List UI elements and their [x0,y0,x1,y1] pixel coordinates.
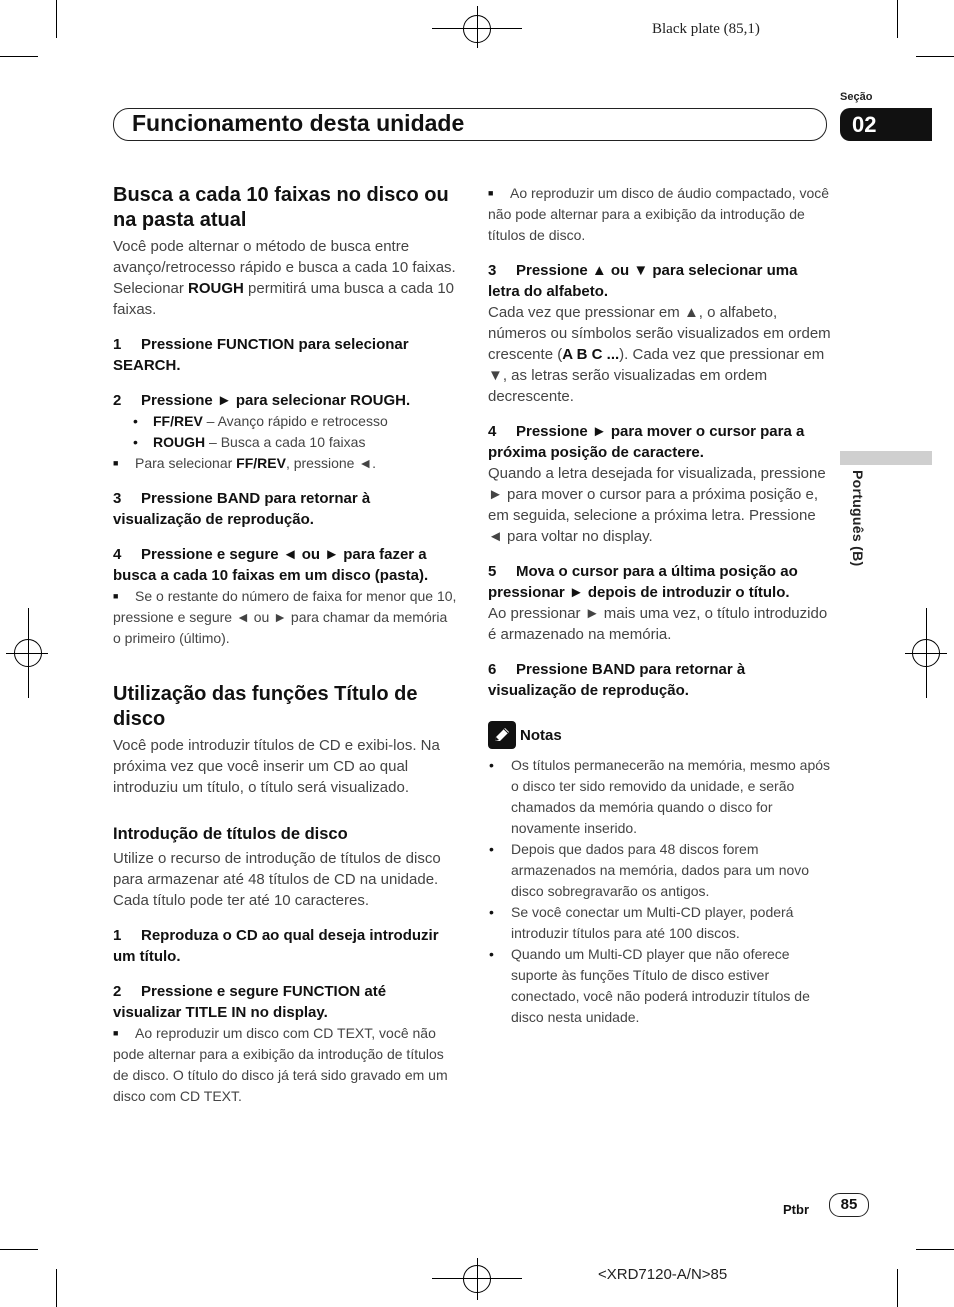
left-column [113,183,458,1107]
text: – Avanço rápido e retrocesso [202,413,388,429]
text: Ao reproduzir um disco com CD TEXT, você não pode alternar para a exibição da introdução de títulos de disco. O título do disco já terá sido gravado em um disco com CD TEXT. [113,1025,448,1104]
paragraph [488,302,833,407]
crop-mark [56,0,57,38]
note-item: • Os títulos permanecerão na memória, mesmo após o disco ter sido removido da unidade, e serão chamados da memória quando o disco for novamente inserido. [488,755,833,839]
step-text: Pressione FUNCTION para selecionar SEARCH. [113,336,409,374]
section-label: Seção [840,91,873,103]
step-number: 2 [113,392,122,409]
step-number: 2 [113,983,122,1000]
bullet-item [113,432,458,453]
step-number: 4 [113,546,122,563]
section-number-tab: 02 [840,108,932,141]
crop-mark [916,56,954,57]
bold-text: ROUGH [153,434,206,450]
step-number: 3 [488,262,497,279]
step-number: 6 [488,661,497,678]
step-text: Pressione ▲ ou ▼ para selecionar uma letra do alfabeto. [488,262,798,300]
step-text: Reproduza o CD ao qual deseja introduzir um título. [113,927,439,965]
step [488,561,833,603]
note-item: • Se você conectar um Multi-CD player, poderá introduzir títulos para até 100 discos. [488,902,833,944]
text: Se o restante do número de faixa for menor que 10, pressione e segure ◄ ou ► para chamar da memória o primeiro (último). [113,588,457,646]
square-bullet-icon: ■ [113,591,119,601]
square-bullet-icon: ■ [113,458,119,468]
square-bullet-item [113,453,458,474]
text: ). Cada vez que pressionar em ▼, as letras serão visualizadas em ordem decrescente. [488,346,825,405]
paragraph: Ao pressionar ► mais uma vez, o título introduzido é armazenado na memória. [488,605,828,643]
paragraph: Utilize o recurso de introdução de títulos de disco para armazenar até 48 títulos de CD na unidade. Cada título pode ter até 10 caracteres. [113,850,441,909]
square-bullet-item [488,183,833,246]
note-item: • Quando um Multi-CD player que não oferece suporte às funções Título de disco estiver conectado, você não poderá introduzir títulos de disco nesta unidade. [488,944,833,1028]
bold-text: A B C ... [562,346,620,363]
square-bullet-item [113,586,458,649]
page-title: Funcionamento desta unidade [132,110,465,136]
step-number: 3 [113,490,122,507]
language-code: Ptbr [783,1202,809,1217]
notes-title: Notas [520,726,562,744]
text: , pressione ◄. [285,455,377,471]
right-column [488,183,833,1028]
crop-mark [916,1249,954,1250]
bold-text: FF/REV [236,455,286,471]
crop-mark [0,1249,38,1250]
square-bullet-item [113,1023,458,1107]
step [113,544,458,586]
text: Para selecionar [135,455,237,471]
step-number: 4 [488,423,497,440]
text: Cada vez que pressionar em ▲, o alfabeto, números ou símbolos serão visualizados em ordem crescente ( [488,304,831,363]
language-tab-bar [840,451,932,465]
step [488,421,833,463]
bold-text: FF/REV [153,413,203,429]
step [488,659,833,701]
square-bullet-icon: ■ [488,188,494,198]
square-bullet-icon: ■ [113,1028,119,1038]
crop-mark [0,56,38,57]
text: – Busca a cada 10 faixas [205,434,366,450]
step-number: 5 [488,563,497,580]
step [113,390,458,411]
bullet-item [113,411,458,432]
subsection-heading: Introdução de títulos de disco [113,825,348,843]
step-text: Pressione ► para selecionar ROUGH. [141,392,411,409]
notes-header [488,721,833,749]
section-heading: Busca a cada 10 faixas no disco ou na pasta atual [113,184,449,231]
step [113,488,458,530]
step-text: Mova o cursor para a última posição ao pressionar ► depois de introduzir o título. [488,563,798,601]
text: permitirá uma busca a cada 10 faixas. [113,280,455,318]
section-heading: Utilização das funções Título de disco [113,683,418,730]
step-text: Pressione ► para mover o cursor para a próxima posição de caractere. [488,423,805,461]
page-number: 85 [829,1193,869,1217]
paragraph [113,236,458,320]
plate-label: Black plate (85,1) [652,21,760,37]
step-text: Pressione e segure FUNCTION até visualizar TITLE IN no display. [113,983,387,1021]
crop-mark [897,1269,898,1307]
text: Você pode alternar o método de busca entre avanço/retrocesso rápido e busca a cada 10 faixas. Selecionar [113,238,456,297]
document-code: <XRD7120-A/N>85 [598,1266,728,1283]
step-number: 1 [113,927,122,944]
bold-text: ROUGH [188,280,244,297]
step [113,925,458,967]
crop-mark [56,1269,57,1307]
step-text: Pressione BAND para retornar à visualização de reprodução. [113,490,371,528]
step-text: Pressione e segure ◄ ou ► para fazer a busca a cada 10 faixas em um disco (pasta). [113,546,429,584]
language-tab-label: Português (B) [850,470,866,567]
note-item: • Depois que dados para 48 discos forem armazenados na memória, dados para um novo disco sobregravarão os antigos. [488,839,833,902]
text: Ao reproduzir um disco de áudio compactado, você não pode alternar para a exibição da introdução de títulos de disco. [488,185,830,243]
step [488,260,833,302]
pencil-note-icon [488,721,516,749]
step-text: Pressione BAND para retornar à visualização de reprodução. [488,661,746,699]
step [113,334,458,376]
crop-mark [897,0,898,38]
paragraph: Você pode introduzir títulos de CD e exibi-los. Na próxima vez que você inserir um CD ao qual introduziu um título, o título será visualizado. [113,737,440,796]
paragraph: Quando a letra desejada for visualizada, pressione ► para mover o cursor para a próxima posição e, em seguida, selecione a próxima letra. Pressione ◄ para voltar no display. [488,465,826,545]
step-number: 1 [113,336,122,353]
step [113,981,458,1023]
